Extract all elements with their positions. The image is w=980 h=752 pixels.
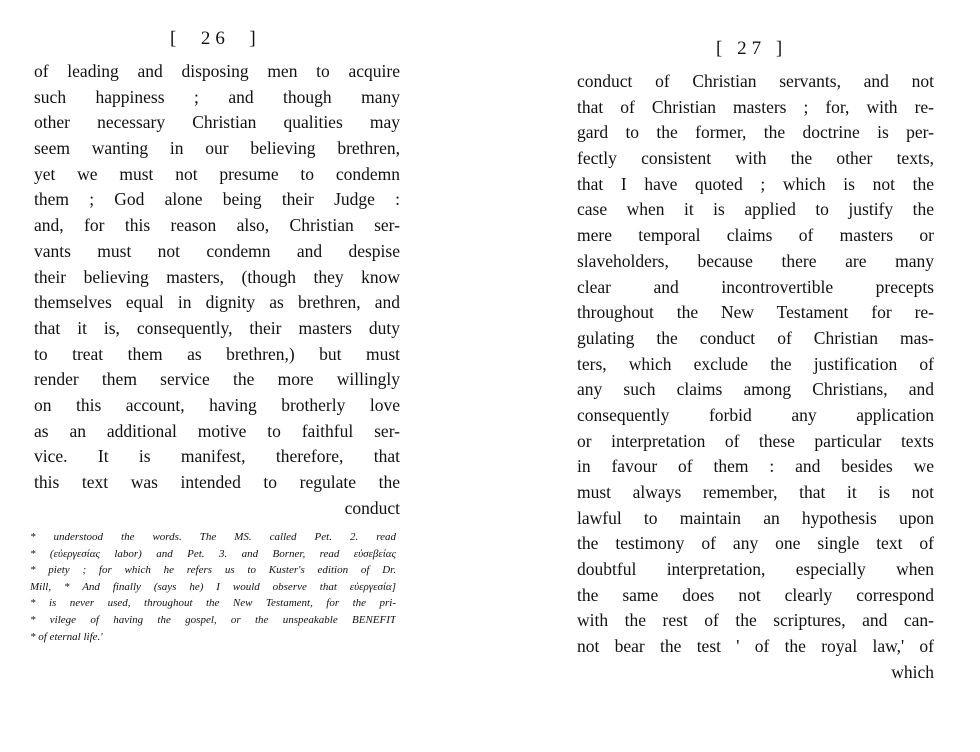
footnote-line: * piety ; for which he refers us to Kuster's edition of Dr.	[30, 564, 396, 577]
text-line: gard to the former, the doctrine is per-	[577, 122, 934, 143]
left-body-text	[34, 59, 400, 521]
text-line: that it is, consequently, their masters duty	[34, 317, 400, 338]
text-line: mere temporal claims of masters or	[577, 225, 934, 246]
text-line: and, for this reason also, Christian ser-	[34, 215, 400, 236]
text-line: throughout the New Testament for re-	[577, 302, 934, 323]
text-line: consequently forbid any application	[577, 404, 934, 425]
text-line: the same does not clearly correspond	[577, 584, 934, 605]
text-line: other necessary Christian qualities may	[34, 112, 400, 133]
text-line: ters, which exclude the justification of	[577, 353, 934, 374]
text-line: such happiness ; and though many	[34, 86, 400, 107]
text-line: as an additional motive to faithful ser-	[34, 420, 400, 441]
text-line: must always remember, that it is not	[577, 482, 934, 502]
left-page	[0, 0, 450, 752]
text-line: yet we must not presume to condemn	[34, 163, 400, 184]
catchword: which	[891, 661, 934, 682]
text-line: fectly consistent with the other texts,	[577, 148, 934, 169]
text-line: or interpretation of these particular texts	[577, 430, 934, 451]
text-line: themselves equal in dignity as brethren, and	[34, 292, 400, 313]
text-line: on this account, having brotherly love	[34, 394, 400, 415]
text-line: of leading and disposing men to acquire	[34, 61, 400, 81]
text-line: conduct of Christian servants, and not	[577, 71, 934, 91]
text-line: them ; God alone being their Judge :	[34, 189, 400, 210]
text-line: with the rest of the scriptures, and can-	[577, 610, 934, 631]
text-line: the testimony of any one single text of	[577, 533, 934, 554]
footnote-line: * of eternal life.'	[30, 630, 103, 643]
footnote-line: * vilege of having the gospel, or the unspeakable BENEFIT	[30, 613, 396, 626]
text-line: gulating the conduct of Christian mas-	[577, 327, 934, 348]
text-line: their believing masters, (though they know	[34, 266, 400, 287]
text-line: in favour of them : and besides we	[577, 456, 934, 477]
text-line: case when it is applied to justify the	[577, 199, 934, 220]
text-line: not bear the test ' of the royal law,' of	[577, 636, 934, 657]
text-line: to treat them as brethren,) but must	[34, 343, 400, 364]
footnote-line: * (εὐεργεσίας labor) and Pet. 3. and Borner, read εὐσεβείας	[30, 547, 396, 560]
footnote	[30, 529, 396, 645]
text-line: that of Christian masters ; for, with re-	[577, 96, 934, 117]
right-body-text	[577, 69, 934, 686]
text-line: slaveholders, because there are many	[577, 250, 934, 271]
text-line: any such claims among Christians, and	[577, 379, 934, 400]
text-line: clear and incontrovertible precepts	[577, 276, 934, 297]
text-line: lawful to maintain an hypothesis upon	[577, 507, 934, 528]
text-line: vice. It is manifest, therefore, that	[34, 446, 400, 467]
footnote-line: Mill, * And finally (says he) I would observe that εὐεργεσία]	[30, 580, 396, 593]
text-line: that I have quoted ; which is not the	[577, 173, 934, 194]
text-line: seem wanting in our believing brethren,	[34, 138, 400, 159]
text-line: this text was intended to regulate the	[34, 472, 400, 492]
footnote-line: * understood the words. The MS. called Pet. 2. read	[30, 531, 396, 543]
footnote-line: * is never used, throughout the New Testament, for the pri-	[30, 597, 396, 610]
page-number-left: [ 26 ]	[170, 28, 261, 49]
page-number-right: [ 27 ]	[716, 38, 788, 59]
catchword: conduct	[344, 497, 400, 518]
text-line: vants must not condemn and despise	[34, 240, 400, 261]
text-line: doubtful interpretation, especially when	[577, 559, 934, 580]
text-line: render them service the more willingly	[34, 369, 400, 390]
